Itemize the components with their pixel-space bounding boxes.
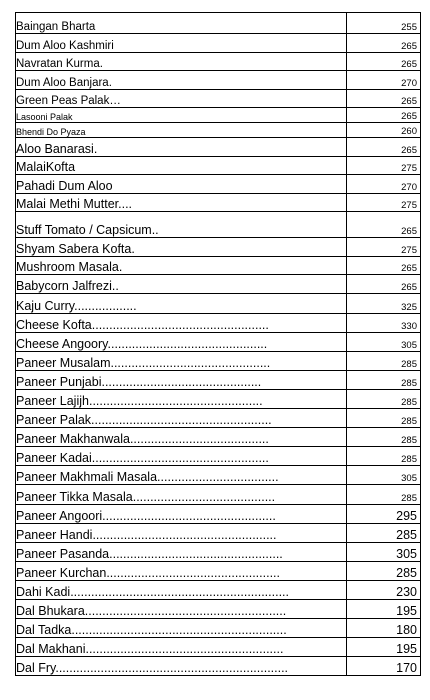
dish-name: Baingan Bharta xyxy=(16,13,347,34)
menu-row xyxy=(16,638,421,657)
menu-row xyxy=(16,371,421,390)
menu-row xyxy=(16,333,421,352)
menu-row xyxy=(16,447,421,466)
dish-price: 195 xyxy=(347,638,421,657)
dish-name: Paneer Makhmali Masala................................... xyxy=(16,466,347,485)
dish-price: 285 xyxy=(347,524,421,543)
dish-name: Cheese Angoory.............................................. xyxy=(16,333,347,352)
dish-price: 285 xyxy=(347,409,421,428)
dish-name: Paneer Angoori.................................................. xyxy=(16,505,347,524)
dish-name: Malai Methi Mutter.... xyxy=(16,194,347,212)
dish-price: 275 xyxy=(347,194,421,212)
dish-name: Paneer Kadai................................................... xyxy=(16,447,347,466)
menu-row xyxy=(16,53,421,71)
menu-body xyxy=(16,13,421,676)
menu-row xyxy=(16,581,421,600)
dish-price: 275 xyxy=(347,157,421,175)
dish-price: 265 xyxy=(347,212,421,238)
dish-price: 265 xyxy=(347,257,421,275)
menu-row xyxy=(16,543,421,562)
dish-name: Paneer Punjabi.............................................. xyxy=(16,371,347,390)
menu-row xyxy=(16,194,421,212)
menu-row xyxy=(16,524,421,543)
dish-name: Green Peas Palak… xyxy=(16,90,347,108)
dish-price: 285 xyxy=(347,562,421,581)
dish-name: Paneer Handi..................................................... xyxy=(16,524,347,543)
dish-price: 295 xyxy=(347,505,421,524)
dish-price: 265 xyxy=(347,53,421,71)
menu-row xyxy=(16,34,421,53)
dish-name: Paneer Pasanda.................................................. xyxy=(16,543,347,562)
dish-name: Lasooni Palak xyxy=(16,108,347,123)
dish-price: 285 xyxy=(347,428,421,447)
menu-row xyxy=(16,657,421,676)
dish-price: 265 xyxy=(347,34,421,53)
dish-price: 265 xyxy=(347,108,421,123)
dish-name: Paneer Musalam.............................................. xyxy=(16,352,347,371)
menu-row xyxy=(16,275,421,294)
menu-row xyxy=(16,175,421,194)
dish-price: 265 xyxy=(347,275,421,294)
menu-row xyxy=(16,600,421,619)
menu-row xyxy=(16,123,421,138)
menu-row xyxy=(16,314,421,333)
dish-name: Paneer Palak.................................................... xyxy=(16,409,347,428)
menu-row xyxy=(16,212,421,238)
menu-row xyxy=(16,409,421,428)
dish-price: 305 xyxy=(347,543,421,562)
dish-name: Paneer Kurchan.................................................. xyxy=(16,562,347,581)
dish-price: 285 xyxy=(347,390,421,409)
menu-row xyxy=(16,257,421,275)
dish-name: Dum Aloo Banjara. xyxy=(16,71,347,90)
dish-price: 270 xyxy=(347,175,421,194)
dish-name: Kaju Curry.................. xyxy=(16,294,347,314)
dish-name: Pahadi Dum Aloo xyxy=(16,175,347,194)
dish-price: 285 xyxy=(347,352,421,371)
dish-name: Dal Makhani......................................................... xyxy=(16,638,347,657)
dish-price: 230 xyxy=(347,581,421,600)
menu-row xyxy=(16,505,421,524)
dish-name: Dahi Kadi............................................................... xyxy=(16,581,347,600)
dish-price: 260 xyxy=(347,123,421,138)
dish-name: Paneer Tikka Masala......................................... xyxy=(16,485,347,505)
dish-price: 285 xyxy=(347,485,421,505)
dish-name: Mushroom Masala. xyxy=(16,257,347,275)
dish-name: Stuff Tomato / Capsicum.. xyxy=(16,212,347,238)
dish-price: 255 xyxy=(347,13,421,34)
menu-row xyxy=(16,157,421,175)
dish-price: 180 xyxy=(347,619,421,638)
dish-price: 285 xyxy=(347,447,421,466)
dish-price: 275 xyxy=(347,238,421,257)
menu-row xyxy=(16,466,421,485)
menu-row xyxy=(16,619,421,638)
menu-row xyxy=(16,428,421,447)
menu-row xyxy=(16,138,421,157)
menu-row xyxy=(16,485,421,505)
dish-name: Dal Fry................................................................... xyxy=(16,657,347,676)
menu-row xyxy=(16,238,421,257)
dish-name: Navratan Kurma. xyxy=(16,53,347,71)
dish-price: 325 xyxy=(347,294,421,314)
menu-row xyxy=(16,90,421,108)
menu-row xyxy=(16,294,421,314)
menu-row xyxy=(16,13,421,34)
dish-price: 270 xyxy=(347,71,421,90)
dish-name: Paneer Lajijh.................................................. xyxy=(16,390,347,409)
dish-price: 305 xyxy=(347,466,421,485)
menu-row xyxy=(16,108,421,123)
menu-row xyxy=(16,352,421,371)
menu-row xyxy=(16,562,421,581)
dish-name: Babycorn Jalfrezi.. xyxy=(16,275,347,294)
dish-price: 305 xyxy=(347,333,421,352)
dish-name: Bhendi Do Pyaza xyxy=(16,123,347,138)
menu-table xyxy=(15,12,421,676)
menu-row xyxy=(16,71,421,90)
dish-name: Aloo Banarasi. xyxy=(16,138,347,157)
dish-name: Dal Bhukara.......................................................... xyxy=(16,600,347,619)
dish-price: 195 xyxy=(347,600,421,619)
dish-name: Shyam Sabera Kofta. xyxy=(16,238,347,257)
dish-price: 170 xyxy=(347,657,421,676)
dish-price: 285 xyxy=(347,371,421,390)
dish-price: 265 xyxy=(347,90,421,108)
dish-name: Paneer Makhanwala........................................ xyxy=(16,428,347,447)
dish-name: MalaiKofta xyxy=(16,157,347,175)
dish-name: Dal Tadka.............................................................. xyxy=(16,619,347,638)
menu-row xyxy=(16,390,421,409)
dish-price: 265 xyxy=(347,138,421,157)
dish-name: Cheese Kofta................................................... xyxy=(16,314,347,333)
dish-price: 330 xyxy=(347,314,421,333)
dish-name: Dum Aloo Kashmiri xyxy=(16,34,347,53)
